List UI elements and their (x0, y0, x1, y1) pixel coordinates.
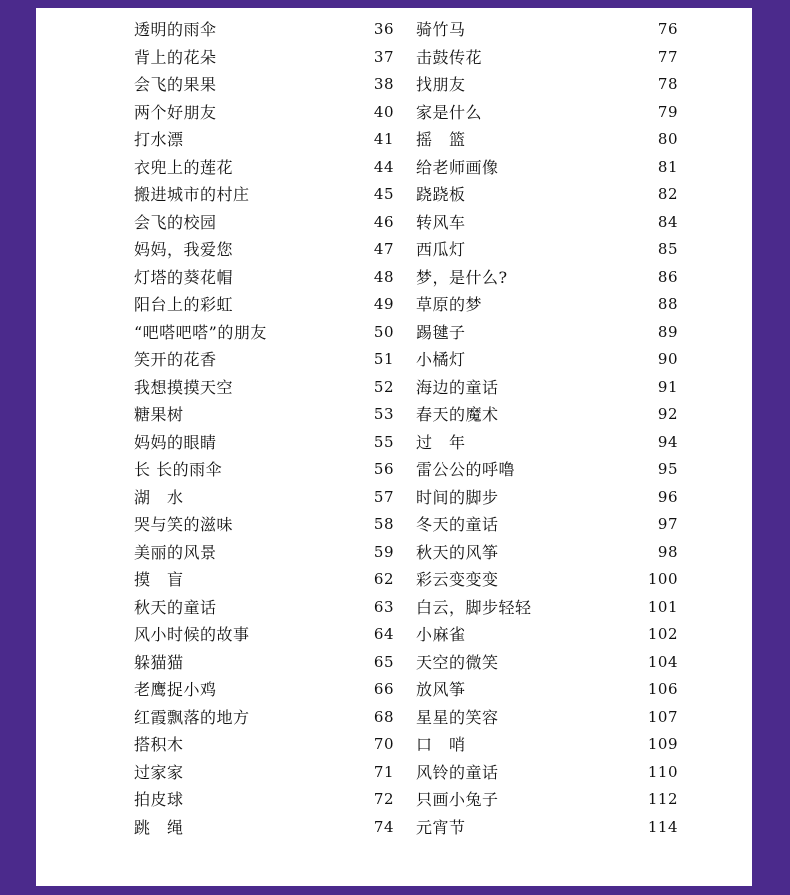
toc-entry-title: 长 长的雨伞 (134, 460, 223, 479)
toc-entry-title: 红霞飘落的地方 (134, 707, 250, 727)
toc-entry-page-number: 68 (373, 707, 394, 726)
toc-entry-page-number: 88 (657, 295, 678, 313)
toc-entry[interactable] (134, 511, 394, 539)
toc-entry-page-number: 65 (373, 652, 394, 671)
toc-entry-page-number: 78 (657, 75, 678, 93)
toc-entry-page-number: 55 (373, 432, 394, 451)
toc-entry[interactable] (416, 731, 678, 759)
toc-entry-page-number: 53 (373, 405, 394, 423)
toc-entry-title: 踢毽子 (416, 322, 466, 342)
toc-entry-page-number: 51 (373, 350, 394, 368)
toc-entry-title: “吧嗒吧嗒”的朋友 (134, 322, 267, 342)
toc-entry[interactable] (134, 319, 394, 347)
toc-entry[interactable] (134, 484, 394, 512)
toc-entry-page-number: 48 (373, 267, 394, 286)
toc-entry-page-number: 85 (657, 240, 678, 258)
toc-entry-page-number: 36 (373, 20, 394, 38)
toc-entry[interactable] (416, 456, 678, 484)
toc-entry-title: 搬进城市的村庄 (134, 185, 250, 204)
toc-entry-title: 小橘灯 (416, 350, 466, 369)
toc-entry[interactable] (416, 44, 678, 72)
toc-entry-page-number: 82 (657, 185, 678, 203)
toc-entry-title: 给老师画像 (416, 157, 499, 177)
toc-entry[interactable] (416, 786, 678, 814)
toc-right-column (416, 16, 678, 841)
toc-entry[interactable] (416, 621, 678, 649)
toc-entry-title: 家是什么 (416, 102, 483, 122)
toc-entry-page-number: 50 (373, 322, 394, 341)
toc-entry-page-number: 101 (647, 597, 678, 616)
toc-entry-page-number: 66 (373, 680, 394, 698)
toc-entry-page-number: 58 (373, 515, 394, 533)
toc-entry[interactable] (134, 346, 394, 374)
toc-entry-title: 过 年 (416, 432, 466, 452)
toc-entry-title: 会飞的果果 (134, 75, 217, 94)
toc-entry[interactable] (416, 319, 678, 347)
toc-entry-page-number: 59 (373, 542, 394, 561)
toc-entry[interactable] (416, 99, 678, 127)
toc-entry[interactable] (416, 236, 678, 264)
toc-entry-title: 跳 绳 (134, 817, 184, 837)
toc-entry-title: 风铃的童话 (416, 762, 499, 782)
toc-entry-title: 春天的魔术 (416, 405, 499, 424)
toc-entry-title: 两个好朋友 (134, 102, 217, 122)
toc-entry-title: 美丽的风景 (134, 542, 217, 562)
toc-entry[interactable] (416, 401, 678, 429)
toc-entry-page-number: 44 (373, 157, 394, 176)
toc-entry[interactable] (134, 594, 394, 622)
toc-entry[interactable] (416, 374, 678, 402)
toc-entry-page-number: 89 (657, 322, 678, 341)
toc-entry-title: 天空的微笑 (416, 652, 499, 672)
toc-entry-page-number: 74 (373, 817, 394, 836)
toc-entry-page-number: 56 (373, 460, 394, 478)
toc-entry[interactable] (134, 374, 394, 402)
toc-entry-title: 会飞的校园 (134, 212, 217, 232)
toc-entry[interactable] (134, 676, 394, 704)
toc-entry[interactable] (134, 731, 394, 759)
toc-entry-title: 拍皮球 (134, 790, 184, 809)
toc-entry[interactable] (134, 429, 394, 457)
toc-entry[interactable] (416, 676, 678, 704)
toc-entry-page-number: 70 (373, 735, 394, 753)
toc-entry-page-number: 81 (657, 157, 678, 176)
toc-entry-page-number: 97 (657, 515, 678, 533)
toc-entry-title: 跷跷板 (416, 185, 466, 204)
toc-entry-page-number: 94 (657, 432, 678, 451)
toc-entry-page-number: 38 (373, 75, 394, 93)
toc-entry-title: 冬天的童话 (416, 515, 499, 534)
toc-entry-page-number: 91 (657, 377, 678, 396)
toc-entry-page-number: 49 (373, 295, 394, 313)
toc-entry-title: 海边的童话 (416, 377, 499, 397)
toc-entry[interactable] (416, 16, 678, 44)
toc-entry[interactable] (416, 594, 678, 622)
toc-entry-title: 星星的笑容 (416, 707, 499, 727)
toc-entry-page-number: 84 (657, 212, 678, 231)
toc-entry[interactable] (134, 264, 394, 292)
toc-entry[interactable] (416, 566, 678, 594)
toc-entry-title: 击鼓传花 (416, 47, 483, 67)
toc-entry-title: 湖 水 (134, 487, 184, 507)
toc-entry[interactable] (134, 539, 394, 567)
toc-entry[interactable] (416, 704, 678, 732)
toc-entry-page-number: 98 (657, 542, 678, 561)
toc-entry-page-number: 37 (373, 47, 394, 66)
toc-entry[interactable] (134, 759, 394, 787)
toc-entry-page-number: 100 (647, 570, 678, 588)
toc-entry-title: 口 哨 (416, 735, 466, 754)
toc-entry[interactable] (134, 649, 394, 677)
toc-entry[interactable] (134, 456, 394, 484)
toc-entry-title: 笑开的花香 (134, 350, 217, 369)
toc-entry-page-number: 110 (647, 762, 678, 781)
toc-entry[interactable] (416, 429, 678, 457)
toc-entry[interactable] (134, 704, 394, 732)
toc-entry-title: 只画小兔子 (416, 790, 499, 809)
toc-entry-page-number: 104 (647, 652, 678, 671)
toc-entry-page-number: 86 (657, 267, 678, 286)
toc-entry-page-number: 72 (373, 790, 394, 808)
toc-entry-title: 彩云变变变 (416, 570, 499, 589)
toc-entry-title: 秋天的风筝 (416, 542, 499, 562)
toc-entry[interactable] (134, 401, 394, 429)
toc-entry-title: 雷公公的呼噜 (416, 460, 516, 479)
toc-entry-page-number: 109 (647, 735, 678, 753)
toc-entry-page-number: 57 (373, 487, 394, 506)
toc-entry-title: 小麻雀 (416, 625, 466, 644)
toc-entry[interactable] (134, 621, 394, 649)
toc-entry-title: 哭与笑的滋味 (134, 515, 234, 534)
toc-entry[interactable] (416, 649, 678, 677)
toc-entry[interactable] (416, 71, 678, 99)
toc-entry[interactable] (416, 291, 678, 319)
toc-entry-title: 打水漂 (134, 130, 184, 149)
toc-entry-title: 放风筝 (416, 680, 466, 699)
toc-entry-title: 妈妈的眼睛 (134, 432, 217, 452)
toc-entry-title: 元宵节 (416, 817, 466, 837)
toc-entry-title: 摸 盲 (134, 570, 184, 589)
toc-entry[interactable] (416, 126, 678, 154)
toc-entry-title: 秋天的童话 (134, 597, 217, 617)
toc-entry-title: 过家家 (134, 762, 184, 782)
toc-entry-title: 转风车 (416, 212, 466, 232)
toc-entry[interactable] (416, 814, 678, 842)
toc-entry[interactable] (416, 539, 678, 567)
toc-entry-page-number: 80 (657, 130, 678, 148)
toc-entry-page-number: 95 (657, 460, 678, 478)
toc-entry-title: 躲猫猫 (134, 652, 184, 672)
toc-entry-page-number: 64 (373, 625, 394, 643)
toc-entry[interactable] (416, 264, 678, 292)
toc-entry-page-number: 102 (647, 625, 678, 643)
toc-entry[interactable] (134, 44, 394, 72)
toc-entry-title: 摇 篮 (416, 130, 466, 149)
toc-entry-page-number: 114 (647, 817, 678, 836)
toc-entry-page-number: 46 (373, 212, 394, 231)
toc-entry-page-number: 92 (657, 405, 678, 423)
toc-entry-page-number: 63 (373, 597, 394, 616)
toc-entry-page-number: 79 (657, 102, 678, 121)
toc-entry-title: 背上的花朵 (134, 47, 217, 67)
toc-entry[interactable] (134, 566, 394, 594)
toc-entry-title: 白云，脚步轻轻 (416, 597, 532, 617)
toc-entry-page-number: 107 (647, 707, 678, 726)
toc-entry[interactable] (134, 786, 394, 814)
toc-entry-page-number: 112 (647, 790, 678, 808)
toc-entry-title: 梦，是什么? (416, 267, 508, 287)
toc-entry[interactable] (416, 209, 678, 237)
toc-entry-page-number: 90 (657, 350, 678, 368)
toc-entry[interactable] (134, 154, 394, 182)
toc-entry[interactable] (416, 346, 678, 374)
toc-entry[interactable] (416, 759, 678, 787)
toc-entry-page-number: 71 (373, 762, 394, 781)
toc-entry-page-number: 40 (373, 102, 394, 121)
toc-entry[interactable] (134, 291, 394, 319)
toc-entry-page-number: 62 (373, 570, 394, 588)
toc-entry-title: 衣兜上的莲花 (134, 157, 234, 177)
toc-entry-title: 搭积木 (134, 735, 184, 754)
toc-entry[interactable] (416, 181, 678, 209)
toc-entry-title: 西瓜灯 (416, 240, 466, 259)
toc-page (36, 8, 752, 886)
toc-entry[interactable] (134, 181, 394, 209)
toc-entry[interactable] (134, 126, 394, 154)
toc-entry-title: 找朋友 (416, 75, 466, 94)
toc-entry-title: 糖果树 (134, 405, 184, 424)
toc-entry-title: 时间的脚步 (416, 487, 499, 507)
toc-entry-page-number: 106 (647, 680, 678, 698)
toc-entry-title: 透明的雨伞 (134, 20, 217, 39)
toc-entry[interactable] (134, 71, 394, 99)
toc-entry-title: 阳台上的彩虹 (134, 295, 234, 314)
toc-entry[interactable] (134, 209, 394, 237)
toc-entry-title: 老鹰捉小鸡 (134, 680, 217, 699)
toc-entry[interactable] (134, 16, 394, 44)
toc-left-column (134, 16, 394, 841)
toc-entry-title: 骑竹马 (416, 20, 466, 39)
toc-entry[interactable] (416, 511, 678, 539)
toc-entry[interactable] (416, 484, 678, 512)
toc-entry-title: 草原的梦 (416, 295, 483, 314)
toc-entry-title: 风小时候的故事 (134, 625, 250, 644)
toc-entry-title: 我想摸摸天空 (134, 377, 234, 397)
toc-entry[interactable] (134, 99, 394, 127)
toc-entry-page-number: 41 (373, 130, 394, 148)
toc-entry-page-number: 77 (657, 47, 678, 66)
toc-entry-page-number: 52 (373, 377, 394, 396)
toc-entry-page-number: 96 (657, 487, 678, 506)
toc-entry-title: 灯塔的葵花帽 (134, 267, 234, 287)
toc-entry[interactable] (416, 154, 678, 182)
toc-entry-title: 妈妈，我爱您 (134, 240, 234, 259)
toc-entry[interactable] (134, 236, 394, 264)
toc-entry-page-number: 45 (373, 185, 394, 203)
toc-entry-page-number: 47 (373, 240, 394, 258)
toc-entry[interactable] (134, 814, 394, 842)
toc-entry-page-number: 76 (657, 20, 678, 38)
